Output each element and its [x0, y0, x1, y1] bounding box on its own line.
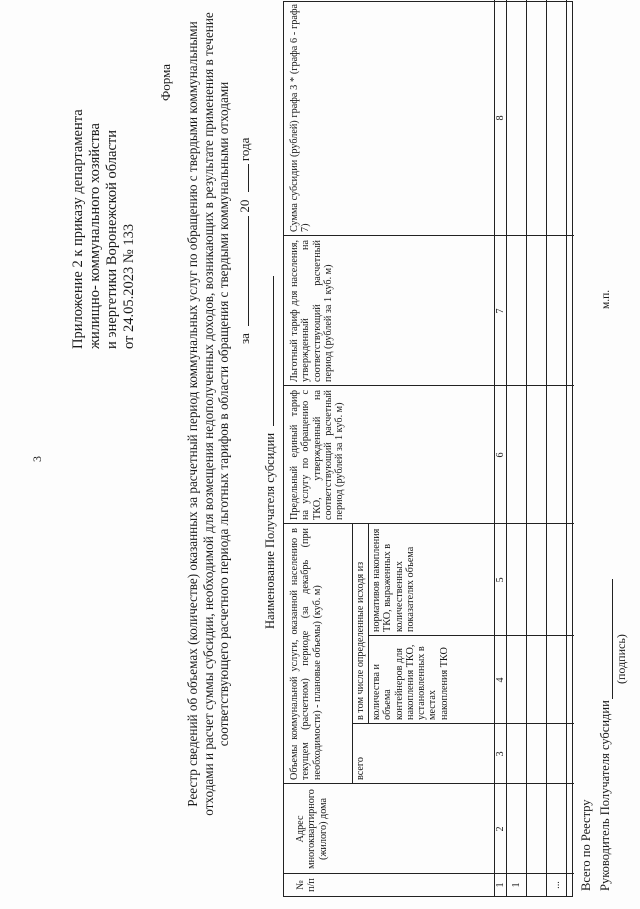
- row-number: ...: [551, 881, 562, 889]
- column-number: 5: [495, 577, 506, 583]
- period-year-prefix: 20: [237, 199, 252, 213]
- appendix-line-3: и энергетики Воронежской области: [104, 130, 120, 349]
- appendix-block: [70, 9, 138, 349]
- header-col8: Сумма субсидии (рублей) графа 3 * (графа 6 - графа 7): [289, 4, 312, 232]
- header-col3-total: всего: [355, 757, 366, 780]
- header-col5: нормативов накопления ТКО, выраженных в количественных показателях объема: [371, 528, 416, 632]
- row-divider: [526, 0, 527, 896]
- period-line: [237, 138, 253, 344]
- header-col7: Льготный тариф для населения, утвержденный на соответствующий расчетный период (рублей за 1 куб. м): [289, 240, 334, 382]
- recipient-blank: [262, 276, 274, 426]
- column-number: 7: [495, 308, 506, 314]
- stamp-label: м.п.: [600, 289, 612, 309]
- recipient-field: [262, 276, 278, 629]
- signature-label: (подпись): [614, 634, 628, 684]
- document-title: [185, 0, 232, 829]
- column-number: 4: [495, 677, 506, 683]
- period-blank: [237, 216, 249, 326]
- header-col45: в том числе определенные исходя из: [355, 561, 366, 720]
- appendix-line-4: от 24.05.2023 № 133: [121, 223, 137, 349]
- header-volumes: Объемы коммунальной услуги, оказанной населению в текущем (расчетном) периоде (за декабрь (при необходимости) - плановые объемы) (куб. м): [289, 528, 323, 780]
- header-col2: Адрес многоквартирного (жилого) дома: [295, 789, 329, 869]
- registry-table: [283, 1, 573, 897]
- title-line-1: Реестр сведений об объемах (количестве) оказанных за расчетный период коммунальных услуг по обращению с твердыми коммунальными: [185, 21, 200, 807]
- period-prefix: за: [237, 333, 252, 344]
- column-number: 3: [495, 751, 506, 757]
- total-label: Всего по Реестру: [579, 799, 593, 891]
- appendix-line-1: Приложение 2 к приказу департамента: [70, 109, 86, 349]
- recipient-label: Наименование Получателя субсидии: [263, 432, 277, 629]
- signature-line: [612, 579, 613, 699]
- header-col1: № п/п: [295, 878, 318, 892]
- row-divider: [566, 0, 567, 896]
- appendix-line-2: жилищно- коммунального хозяйства: [87, 123, 103, 349]
- title-line-3: соответствующего расчетного периода льготных тарифов в области обращения с твердыми коммунальными отходами: [216, 81, 231, 747]
- column-number: 1: [495, 882, 506, 888]
- row-divider: [546, 0, 547, 896]
- period-suffix: года: [237, 137, 252, 162]
- row-number: 1: [511, 882, 522, 888]
- column-number: 8: [495, 115, 506, 121]
- year-blank: [237, 164, 249, 192]
- row-divider: [506, 0, 507, 896]
- title-line-2: отходами и расчет суммы субсидии, необходимой для возмещения недополученных доходов, возникающих в результате применения в течение: [200, 12, 216, 816]
- page-number: 3: [30, 456, 44, 462]
- form-label: Форма: [158, 64, 173, 101]
- header-col6: Предельный единый тариф на услугу по обращению с ТКО, утвержденный на соответствующий расчетный период (рублей за 1 куб. м): [289, 390, 346, 520]
- head-label: Руководитель Получателя субсидии: [598, 700, 612, 891]
- row-number: [528, 874, 546, 896]
- column-number: 6: [495, 452, 506, 458]
- column-number: 2: [495, 826, 506, 832]
- header-col4: количества и объема контейнеров для накопления ТКО, установленных в местах накопления ТКО: [371, 644, 450, 720]
